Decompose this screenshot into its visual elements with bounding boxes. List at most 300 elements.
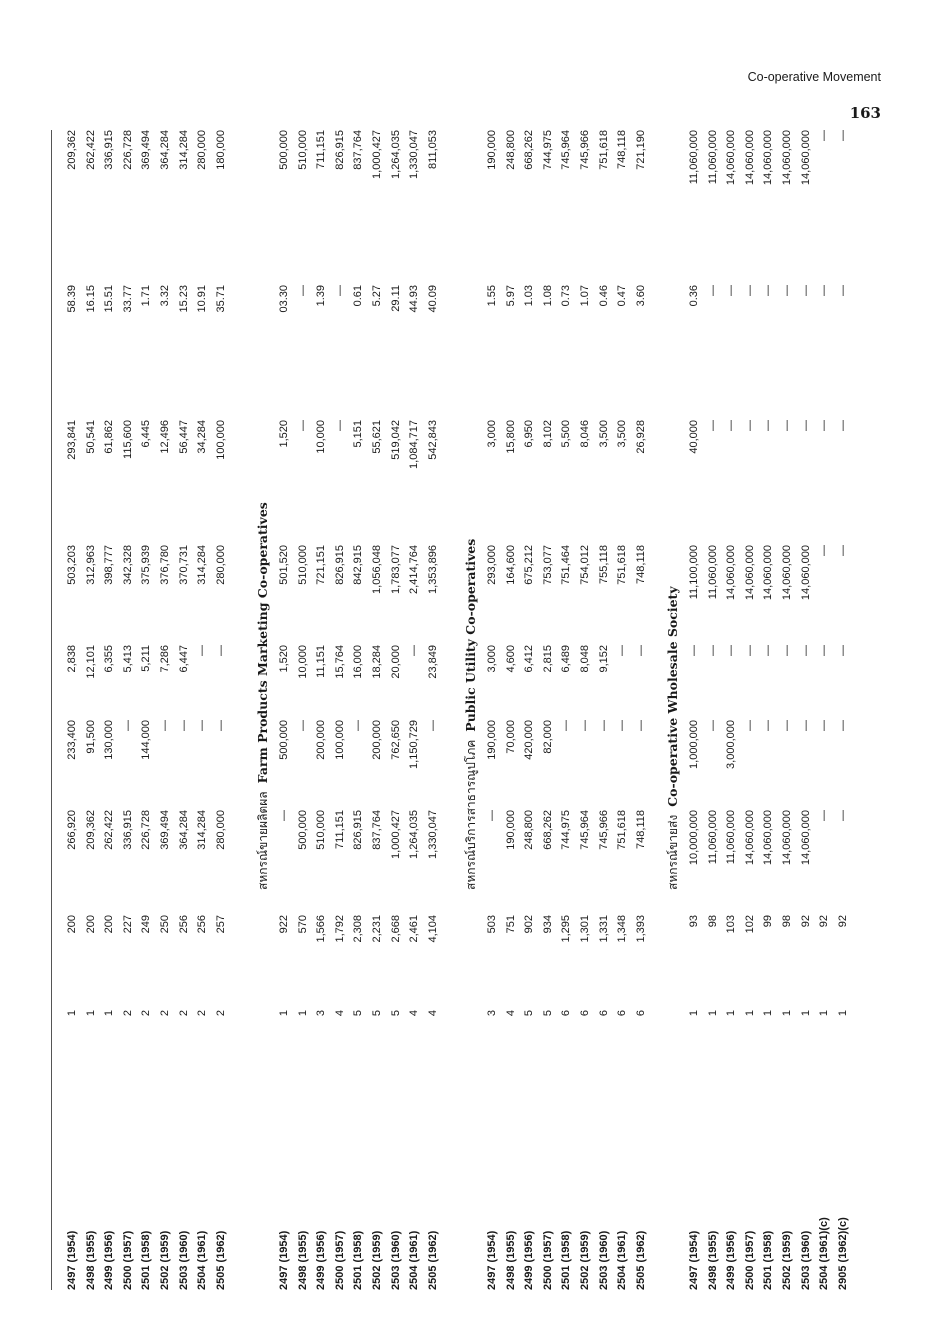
cell-year: 2502 (1959) (579, 1230, 591, 1290)
table-row (595, 130, 613, 1290)
table-row (722, 130, 740, 1290)
table-row (100, 130, 118, 1290)
cell-percent: 0.61 (352, 285, 365, 307)
table-row (193, 130, 211, 1290)
cell-percent: 5.27 (371, 285, 383, 307)
cell-members: 93 (688, 915, 700, 928)
cell-interest: 8,048 (579, 645, 591, 673)
cell-members: 200 (103, 915, 116, 934)
cell-closing-balance: 510,000 (296, 130, 309, 170)
cell-year: 2499 (1956) (315, 1230, 328, 1290)
cell-societies: 4 (333, 1010, 346, 1017)
cell-societies: 3 (486, 1010, 498, 1017)
table-row (331, 130, 349, 1290)
cell-societies: 2 (159, 1010, 171, 1017)
page-number: 163 (849, 104, 881, 122)
table-row (137, 130, 155, 1290)
cell-societies: 1 (781, 1010, 793, 1017)
cell-year: 2504 (1961) (196, 1230, 209, 1290)
cell-members: 250 (159, 915, 171, 934)
cell-additions: — (799, 720, 812, 731)
cell-year: 2501 (1958) (140, 1230, 153, 1290)
cell-year: 2500 (1957) (121, 1230, 134, 1290)
cell-additions: — (706, 720, 719, 731)
cell-total: 14,060,000 (762, 545, 775, 601)
cell-societies: 6 (616, 1010, 629, 1017)
cell-year: 2503 (1960) (177, 1230, 190, 1290)
cell-interest: 15,764 (333, 645, 346, 679)
table-row (156, 130, 174, 1290)
cell-year: 2498 (1955) (84, 1230, 97, 1290)
cell-additions: 500,000 (278, 720, 290, 760)
cell-interest: — (634, 645, 647, 656)
cell-total: 375,939 (140, 545, 153, 585)
section-title-thai: สหกรณ์บริการสาธารณูปโภค (464, 739, 478, 890)
cell-closing-balance: 262,422 (84, 130, 97, 170)
cell-percent: — (799, 285, 812, 296)
cell-total: 501,520 (278, 545, 290, 585)
cell-societies: 5 (371, 1010, 383, 1017)
table-row (387, 130, 405, 1290)
cell-total: 754,012 (579, 545, 591, 585)
cell-interest: — (616, 645, 629, 656)
cell-interest: — (408, 645, 421, 656)
cell-opening-balance: 226,728 (140, 810, 153, 850)
cell-withdrawals: — (296, 420, 309, 431)
cell-percent: 35.71 (214, 285, 227, 313)
cell-year: 2905 (1962)(c) (836, 1217, 849, 1290)
cell-year: 2505 (1962) (634, 1230, 647, 1290)
cell-societies: 4 (408, 1010, 421, 1017)
cell-total: 748,118 (634, 545, 647, 584)
cell-members: 92 (818, 915, 831, 928)
cell-closing-balance: 1,330,047 (408, 130, 421, 179)
cell-opening-balance: 314,284 (196, 810, 209, 850)
cell-year: 2502 (1959) (781, 1230, 793, 1290)
cell-opening-balance: 262,422 (103, 810, 116, 850)
cell-societies: 1 (103, 1010, 116, 1017)
cell-year: 2503 (1960) (389, 1230, 402, 1290)
cell-year: 2499 (1956) (725, 1230, 738, 1290)
rotated-statistics-table (45, 130, 875, 1290)
cell-percent: — (818, 285, 831, 296)
table-row (405, 130, 423, 1290)
cell-interest: 12,101 (84, 645, 97, 679)
cell-opening-balance: 14,060,000 (743, 810, 756, 866)
cell-opening-balance: 14,060,000 (781, 810, 793, 866)
cell-members: 92 (799, 915, 812, 928)
cell-societies: 6 (634, 1010, 647, 1017)
cell-withdrawals: 15,800 (504, 420, 517, 454)
cell-members: 99 (762, 915, 775, 928)
cell-additions: 420,000 (523, 720, 536, 760)
table-row (778, 130, 796, 1290)
section-title-english: Farm Products Marketing Co-operatives (255, 502, 270, 784)
cell-percent: 5.97 (504, 285, 517, 307)
table-row (175, 130, 193, 1290)
cell-interest: — (799, 645, 812, 656)
cell-interest: — (706, 645, 719, 656)
cell-year: 2499 (1956) (523, 1230, 536, 1290)
cell-societies: 4 (426, 1010, 439, 1017)
cell-interest: 16,000 (352, 645, 365, 679)
cell-interest: 7,286 (159, 645, 171, 673)
cell-withdrawals: 26,928 (634, 420, 647, 454)
cell-opening-balance: 500,000 (296, 810, 309, 850)
cell-additions: 1,150,729 (408, 720, 421, 769)
cell-percent: 03.30 (278, 285, 290, 313)
cell-interest: 3,000 (486, 645, 498, 673)
cell-additions: — (196, 720, 209, 731)
cell-year: 2502 (1959) (371, 1230, 383, 1290)
table-row (312, 130, 330, 1290)
cell-year: 2500 (1957) (541, 1230, 554, 1290)
cell-withdrawals: 6,950 (523, 420, 536, 448)
cell-members: 256 (196, 915, 209, 934)
cell-total: 721,151 (315, 545, 328, 585)
cell-societies: 1 (706, 1010, 719, 1017)
cell-withdrawals: 519,042 (389, 420, 402, 460)
cell-additions: — (616, 720, 629, 731)
cell-interest: 2,838 (66, 645, 78, 673)
table-row (576, 130, 594, 1290)
cell-interest: 6,355 (103, 645, 116, 673)
cell-withdrawals: 8,102 (541, 420, 554, 448)
cell-closing-balance: 336,915 (103, 130, 116, 170)
cell-societies: 1 (818, 1010, 831, 1017)
cell-percent: 1.71 (140, 285, 153, 307)
cell-members: 1,295 (560, 915, 573, 943)
cell-members: 2,308 (352, 915, 365, 943)
cell-year: 2497 (1954) (278, 1230, 290, 1290)
cell-withdrawals: — (725, 420, 738, 431)
cell-members: 98 (781, 915, 793, 928)
cell-total: 753,077 (541, 545, 554, 585)
cell-year: 2498 (1955) (504, 1230, 517, 1290)
cell-year: 2504 (1961) (616, 1230, 629, 1290)
cell-interest: 20,000 (389, 645, 402, 679)
cell-societies: 5 (389, 1010, 402, 1017)
cell-closing-balance: 14,060,000 (799, 130, 812, 186)
cell-closing-balance: 668,262 (523, 130, 536, 170)
cell-closing-balance: — (818, 130, 831, 141)
cell-members: 200 (66, 915, 78, 934)
cell-interest: 5,211 (140, 645, 153, 672)
cell-closing-balance: 190,000 (486, 130, 498, 170)
cell-members: 1,566 (315, 915, 328, 943)
table-row (797, 130, 815, 1290)
cell-societies: 5 (352, 1010, 365, 1017)
cell-additions: — (762, 720, 775, 731)
cell-societies: 1 (296, 1010, 309, 1017)
cell-closing-balance: — (836, 130, 849, 141)
cell-interest: 9,152 (597, 645, 610, 673)
cell-societies: 1 (743, 1010, 756, 1017)
cell-additions: 3,000,000 (725, 720, 738, 769)
cell-closing-balance: 500,000 (278, 130, 290, 170)
cell-withdrawals: 34,284 (196, 420, 209, 454)
cell-withdrawals: — (706, 420, 719, 431)
cell-percent: 1.55 (486, 285, 498, 307)
cell-closing-balance: 364,284 (159, 130, 171, 170)
cell-percent: 58.39 (66, 285, 78, 313)
cell-year: 2505 (1962) (426, 1230, 439, 1290)
cell-members: 902 (523, 915, 536, 934)
cell-additions: — (426, 720, 439, 731)
cell-additions: — (177, 720, 190, 731)
cell-closing-balance: 314,284 (177, 130, 190, 170)
cell-total: 14,060,000 (781, 545, 793, 601)
table-row (834, 130, 852, 1290)
cell-percent: 44.93 (408, 285, 421, 313)
running-header: Co-operative Movement (747, 70, 881, 84)
cell-opening-balance: 668,262 (541, 810, 554, 850)
cell-percent: — (836, 285, 849, 296)
cell-members: 98 (706, 915, 719, 928)
cell-total: 370,731 (177, 545, 190, 585)
cell-interest: — (836, 645, 849, 656)
cell-opening-balance: — (818, 810, 831, 821)
cell-withdrawals: 100,000 (214, 420, 227, 460)
cell-additions: — (743, 720, 756, 731)
cell-percent: 3.60 (634, 285, 647, 307)
cell-opening-balance: 248,800 (523, 810, 536, 850)
cell-closing-balance: 748,118 (616, 130, 629, 169)
cell-societies: 2 (196, 1010, 209, 1017)
table-row (483, 130, 501, 1290)
table-row (119, 130, 137, 1290)
cell-societies: 2 (121, 1010, 134, 1017)
cell-interest: — (762, 645, 775, 656)
cell-members: 257 (214, 915, 227, 934)
cell-opening-balance: 711,151 (333, 810, 346, 849)
cell-members: 2,231 (371, 915, 383, 943)
section-title (663, 586, 683, 890)
cell-societies: 1 (84, 1010, 97, 1017)
cell-additions: — (159, 720, 171, 731)
cell-members: 227 (121, 915, 134, 934)
cell-total: 314,284 (196, 545, 209, 585)
cell-opening-balance: 837,764 (371, 810, 383, 850)
cell-percent: 0.36 (688, 285, 700, 307)
cell-additions: 233,400 (66, 720, 78, 760)
cell-year: 2497 (1954) (66, 1230, 78, 1290)
table-row (704, 130, 722, 1290)
cell-closing-balance: 826,915 (333, 130, 346, 170)
cell-members: 1,792 (333, 915, 346, 943)
cell-percent: — (706, 285, 719, 296)
table-top-rule (51, 130, 52, 1290)
cell-withdrawals: — (781, 420, 793, 431)
cell-interest: 5,413 (121, 645, 134, 673)
cell-closing-balance: 226,728 (121, 130, 134, 170)
table-row (502, 130, 520, 1290)
cell-additions: — (597, 720, 610, 731)
cell-withdrawals: — (743, 420, 756, 431)
cell-closing-balance: 180,000 (214, 130, 227, 170)
cell-societies: 6 (597, 1010, 610, 1017)
cell-additions: 1,000,000 (688, 720, 700, 769)
cell-withdrawals: 293,841 (66, 420, 78, 460)
cell-societies: 5 (541, 1010, 554, 1017)
cell-members: 503 (486, 915, 498, 934)
cell-withdrawals: 5,151 (352, 420, 365, 448)
table-row (613, 130, 631, 1290)
cell-closing-balance: 248,800 (504, 130, 517, 170)
cell-closing-balance: 280,000 (196, 130, 209, 170)
table-row (63, 130, 81, 1290)
cell-opening-balance: 745,964 (579, 810, 591, 850)
cell-societies: 1 (725, 1010, 738, 1017)
cell-closing-balance: 11,060,000 (706, 130, 719, 185)
cell-total: 751,464 (560, 545, 573, 585)
cell-total: 1,353,896 (426, 545, 439, 594)
cell-members: 1,348 (616, 915, 629, 943)
cell-closing-balance: 751,618 (597, 130, 610, 170)
cell-members: 922 (278, 915, 290, 934)
cell-opening-balance: 745,966 (597, 810, 610, 850)
cell-closing-balance: 745,966 (579, 130, 591, 170)
cell-members: 102 (743, 915, 756, 934)
cell-withdrawals: 3,500 (597, 420, 610, 448)
cell-additions: 130,000 (103, 720, 116, 760)
cell-percent: — (725, 285, 738, 296)
cell-total: 826,915 (333, 545, 346, 585)
cell-opening-balance: 190,000 (504, 810, 517, 850)
cell-withdrawals: 61,862 (103, 420, 116, 454)
table-row (539, 130, 557, 1290)
cell-members: 1,331 (597, 915, 610, 943)
cell-total: 312,963 (84, 545, 97, 585)
cell-total: 1,783,077 (389, 545, 402, 594)
cell-members: 4,104 (426, 915, 439, 943)
cell-total: 675,212 (523, 545, 536, 585)
cell-closing-balance: 14,060,000 (743, 130, 756, 186)
table-row (424, 130, 442, 1290)
cell-withdrawals: 1,084,717 (408, 420, 421, 469)
cell-members: 934 (541, 915, 554, 934)
cell-total: 164,600 (504, 545, 517, 585)
cell-closing-balance: 14,060,000 (762, 130, 775, 186)
section-title-english: Public Utility Co-operatives (463, 538, 478, 732)
cell-closing-balance: 711,151 (315, 130, 328, 169)
cell-opening-balance: 510,000 (315, 810, 328, 850)
cell-total: 11,100,000 (688, 545, 700, 600)
cell-total: — (836, 545, 849, 556)
cell-closing-balance: 1,264,035 (389, 130, 402, 179)
cell-societies: 1 (836, 1010, 849, 1017)
cell-withdrawals: 55,621 (371, 420, 383, 454)
cell-percent: — (333, 285, 346, 296)
cell-societies: 4 (504, 1010, 517, 1017)
cell-opening-balance: 1,264,035 (408, 810, 421, 859)
cell-withdrawals: 50,541 (84, 420, 97, 454)
cell-total: — (818, 545, 831, 556)
cell-interest: — (818, 645, 831, 656)
cell-year: 2503 (1960) (597, 1230, 610, 1290)
cell-additions: — (579, 720, 591, 731)
cell-additions: — (214, 720, 227, 731)
section-title (461, 539, 481, 890)
table-row (520, 130, 538, 1290)
cell-year: 2498 (1955) (296, 1230, 309, 1290)
cell-percent: 10.91 (196, 285, 209, 313)
table-row (349, 130, 367, 1290)
cell-opening-balance: — (836, 810, 849, 821)
cell-total: 280,000 (214, 545, 227, 585)
cell-members: 570 (296, 915, 309, 934)
cell-interest: — (214, 645, 227, 656)
cell-societies: 1 (278, 1010, 290, 1017)
cell-total: 398,777 (103, 545, 116, 585)
cell-percent: 29.11 (389, 285, 402, 312)
cell-interest: 6,412 (523, 645, 536, 673)
cell-withdrawals: — (818, 420, 831, 431)
cell-interest: — (781, 645, 793, 656)
cell-percent: 1.08 (541, 285, 554, 307)
cell-withdrawals: 10,000 (315, 420, 328, 454)
cell-withdrawals: 12,496 (159, 420, 171, 454)
cell-closing-balance: 14,060,000 (725, 130, 738, 186)
cell-year: 2503 (1960) (799, 1230, 812, 1290)
cell-percent: — (781, 285, 793, 296)
cell-total: 14,060,000 (743, 545, 756, 601)
cell-total: 14,060,000 (725, 545, 738, 601)
cell-additions: — (781, 720, 793, 731)
cell-members: 2,461 (408, 915, 421, 943)
cell-additions: 144,000 (140, 720, 153, 760)
table-row (741, 130, 759, 1290)
table-row (557, 130, 575, 1290)
cell-additions: — (634, 720, 647, 731)
cell-total: 503,203 (66, 545, 78, 585)
cell-percent: 0.47 (616, 285, 629, 307)
cell-opening-balance: 744,975 (560, 810, 573, 850)
cell-closing-balance: 14,060,000 (781, 130, 793, 186)
cell-percent: — (743, 285, 756, 296)
cell-interest: 4,600 (504, 645, 517, 673)
cell-societies: 1 (688, 1010, 700, 1017)
cell-percent: 0.46 (597, 285, 610, 307)
section-title-english: Co-operative Wholesale Society (665, 586, 680, 807)
cell-total: 342,328 (121, 545, 134, 585)
cell-members: 1,393 (634, 915, 647, 943)
cell-closing-balance: 745,964 (560, 130, 573, 170)
cell-closing-balance: 11,060,000 (688, 130, 700, 185)
table-row (632, 130, 650, 1290)
cell-interest: 10,000 (296, 645, 309, 679)
cell-additions: — (121, 720, 134, 731)
cell-year: 2499 (1956) (103, 1230, 116, 1290)
cell-additions: 91,500 (84, 720, 97, 754)
cell-year: 2500 (1957) (333, 1230, 346, 1290)
cell-additions: 200,000 (315, 720, 328, 760)
cell-year: 2497 (1954) (688, 1230, 700, 1290)
cell-opening-balance: 369,494 (159, 810, 171, 850)
cell-closing-balance: 744,975 (541, 130, 554, 170)
cell-closing-balance: 1,000,427 (371, 130, 383, 179)
cell-closing-balance: 811,053 (426, 130, 439, 169)
cell-percent: 0.73 (560, 285, 573, 307)
cell-year: 2497 (1954) (486, 1230, 498, 1290)
cell-year: 2501 (1958) (762, 1230, 775, 1290)
cell-societies: 2 (214, 1010, 227, 1017)
cell-additions: 70,000 (504, 720, 517, 754)
cell-year: 2500 (1957) (743, 1230, 756, 1290)
cell-societies: 1 (762, 1010, 775, 1017)
cell-additions: 82,000 (541, 720, 554, 754)
cell-societies: 5 (523, 1010, 536, 1017)
